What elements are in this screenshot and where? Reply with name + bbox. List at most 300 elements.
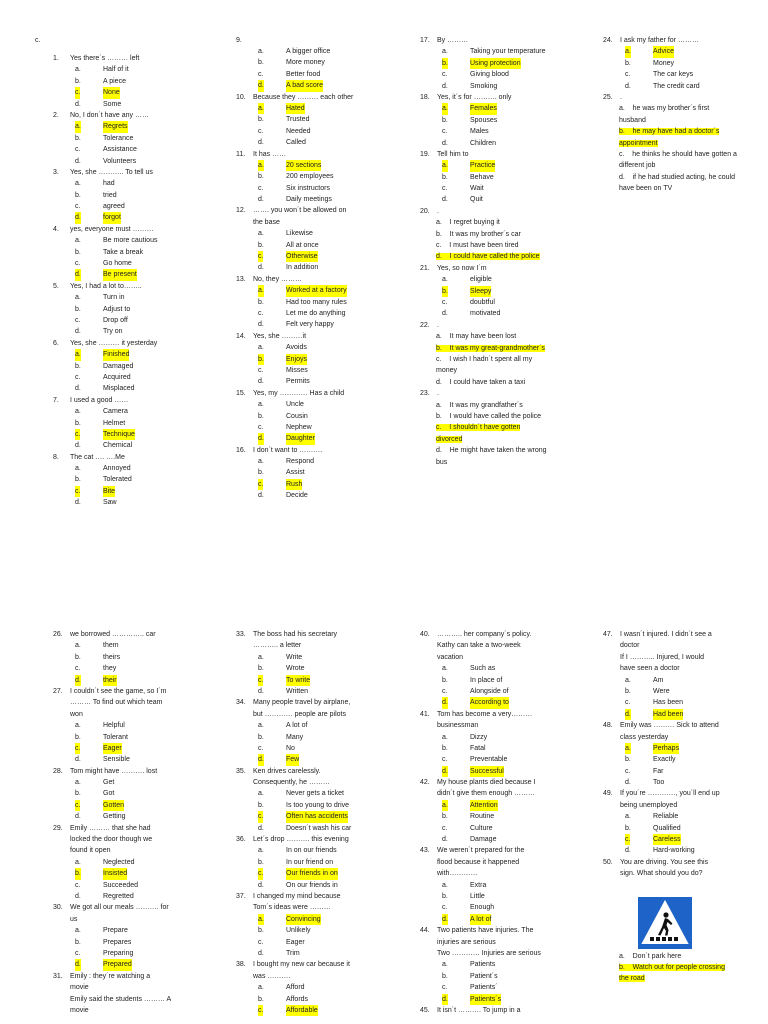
- answer-option: [236, 57, 386, 68]
- option-content: [619, 964, 725, 982]
- answer-option: [53, 315, 203, 326]
- answer-option: [236, 240, 386, 251]
- option-content: [619, 105, 709, 123]
- option-letter: c.: [75, 665, 81, 673]
- option-text: Prepared: [103, 959, 132, 970]
- question-number: 50.: [603, 858, 613, 866]
- option-letter: b.: [258, 354, 264, 365]
- answer-option: [53, 474, 203, 485]
- answer-option: [420, 902, 555, 913]
- question-text-continued: [420, 720, 555, 731]
- answer-option: [53, 891, 203, 902]
- question-28: [53, 766, 203, 823]
- answer-option: [236, 411, 386, 422]
- answer-option: [53, 497, 203, 508]
- answer-option: [436, 354, 548, 377]
- answer-option: [436, 217, 541, 228]
- answer-option: [53, 732, 203, 743]
- answer-option: [53, 788, 203, 799]
- option-letter: d.: [442, 310, 448, 318]
- question-3: [53, 167, 203, 224]
- option-text: Needed: [286, 127, 311, 135]
- option-letter: b.: [75, 77, 81, 85]
- question-1: [53, 53, 203, 110]
- answer-option-selected: [236, 160, 386, 171]
- question-stem: [420, 845, 555, 856]
- answer-option: [603, 697, 738, 708]
- question-text-continued: [420, 948, 555, 959]
- question-number: 27.: [53, 687, 63, 695]
- question-number: 28.: [53, 767, 63, 775]
- option-letter: a.: [258, 458, 264, 466]
- option-text: None: [103, 87, 120, 98]
- option-letter: d.: [258, 949, 264, 957]
- option-letter: b.: [442, 286, 448, 297]
- option-text: Wrote: [286, 665, 305, 673]
- question-text-continued: [603, 652, 738, 663]
- question-text: Let´s drop ………. this evening: [253, 836, 349, 844]
- option-letter: b.: [442, 116, 448, 124]
- answer-option: [236, 982, 386, 993]
- option-letter: c.: [436, 424, 442, 432]
- option-text: All at once: [286, 241, 319, 249]
- question-17: [420, 35, 555, 92]
- question-text-continued: [236, 777, 386, 788]
- option-text: agreed: [103, 203, 125, 211]
- question-text: Many people travel by airplane,: [253, 699, 351, 707]
- answer-option: [53, 652, 203, 663]
- option-letter: c.: [75, 743, 80, 754]
- option-letter: d.: [75, 157, 81, 165]
- option-letter: b.: [619, 964, 625, 971]
- option-text: Routine: [470, 813, 495, 821]
- question-stem: [53, 395, 203, 406]
- option-text: Bite: [103, 486, 115, 497]
- answer-option: [236, 46, 386, 57]
- option-letter: b.: [619, 128, 625, 136]
- answer-option: [236, 69, 386, 80]
- option-text: Females: [470, 103, 497, 114]
- option-text: Afford: [286, 984, 305, 992]
- answer-option: [53, 76, 203, 87]
- question-stem: [236, 205, 386, 216]
- option-text: Daily meetings: [286, 196, 332, 204]
- answer-option: [236, 399, 386, 410]
- option-text: Turn in: [103, 294, 125, 302]
- option-letter: b.: [436, 344, 442, 352]
- answer-option-selected: [420, 697, 555, 708]
- option-text: Hated: [286, 103, 305, 114]
- option-text: Annoyed: [103, 465, 131, 473]
- answer-option: [436, 377, 548, 388]
- question-38: [236, 959, 386, 1016]
- option-text: Let me do anything: [286, 309, 346, 317]
- question-text-line: found it open: [70, 847, 111, 855]
- option-text: Money: [653, 59, 675, 67]
- question-stem: [53, 110, 203, 121]
- question-text-line: If I ……….. Injured, I would: [620, 653, 705, 661]
- option-letter: c.: [75, 87, 80, 98]
- question-number: 9.: [236, 37, 242, 44]
- option-letter: b.: [75, 733, 81, 741]
- answer-option: [236, 880, 386, 891]
- question-stem: [420, 206, 555, 217]
- option-letter: b.: [75, 790, 81, 798]
- option-letter: d.: [258, 378, 264, 386]
- option-letter: a.: [619, 952, 625, 960]
- answer-option: [420, 183, 555, 194]
- question-text-continued: [603, 800, 738, 811]
- option-letter: b.: [442, 813, 448, 821]
- option-text: Is too young to drive: [286, 801, 350, 809]
- option-letter: d.: [436, 447, 442, 455]
- option-letter: a.: [258, 722, 264, 730]
- option-letter: d.: [442, 766, 448, 777]
- question-text-line: businessman: [437, 722, 479, 730]
- question-text-continued: [53, 914, 203, 925]
- question-18: [420, 92, 555, 149]
- option-letter: b.: [75, 305, 81, 313]
- option-letter: d.: [442, 139, 448, 147]
- option-letter: c.: [258, 1005, 263, 1016]
- question-stem: [53, 338, 203, 349]
- option-text: Patients: [470, 961, 496, 969]
- question-number: 17.: [420, 37, 430, 44]
- answer-option: [236, 308, 386, 319]
- option-letter: d.: [75, 499, 81, 507]
- answer-option: [53, 361, 203, 372]
- option-text: they: [103, 665, 117, 673]
- answer-option: [236, 171, 386, 182]
- question-text-continued: [53, 834, 203, 845]
- option-text: Culture: [470, 824, 493, 832]
- option-text: On our friends in: [286, 881, 338, 889]
- answer-option: [53, 857, 203, 868]
- option-text: Drop off: [103, 316, 128, 324]
- option-text: Damaged: [103, 362, 134, 370]
- option-letter: d.: [258, 433, 264, 444]
- option-letter: c.: [436, 356, 442, 364]
- answer-option: [236, 228, 386, 239]
- option-letter: b.: [258, 412, 264, 420]
- option-text: Six instructors: [286, 184, 330, 192]
- question-number: 2.: [53, 111, 59, 119]
- question-47: [603, 629, 738, 720]
- answer-option: [603, 69, 738, 80]
- question-text-continued: [420, 868, 555, 879]
- answer-option: [420, 138, 555, 149]
- option-letter: d.: [75, 100, 81, 108]
- option-text: No: [286, 744, 295, 752]
- answer-option: [236, 490, 386, 501]
- question-stem: [236, 959, 386, 970]
- question-stem: [236, 331, 386, 342]
- option-text: Be more cautious: [103, 237, 158, 245]
- option-text: Prepare: [103, 927, 128, 935]
- column-2-top: [236, 35, 386, 46]
- question-stem: [236, 629, 386, 640]
- option-letter: c.: [258, 811, 263, 822]
- answer-option-selected: [53, 743, 203, 754]
- option-letter: a.: [258, 790, 264, 798]
- option-letter: a.: [75, 408, 81, 416]
- question-stem: [420, 92, 555, 103]
- option-letter: a.: [75, 237, 81, 245]
- answer-option: [53, 925, 203, 936]
- answer-option: [53, 64, 203, 75]
- question-text-continued: [420, 652, 555, 663]
- option-text: Reliable: [653, 813, 679, 821]
- question-text: .: [620, 93, 622, 101]
- question-number: 22.: [420, 321, 430, 329]
- question-number: 36.: [236, 836, 246, 844]
- answer-option: [236, 652, 386, 663]
- question-26: [53, 629, 203, 686]
- question-text-line: the base: [253, 218, 280, 226]
- option-letter: c.: [442, 824, 448, 832]
- option-letter: b.: [436, 413, 442, 421]
- question-number: 30.: [53, 904, 63, 912]
- question-stem: [236, 445, 386, 456]
- option-text: Helmet: [103, 419, 126, 427]
- answer-option-selected: [53, 675, 203, 686]
- answer-option-selected: [420, 103, 555, 114]
- option-text: I shouldn´t have gotten divorced: [436, 424, 521, 443]
- option-letter: c.: [442, 904, 448, 912]
- option-letter: a.: [75, 66, 81, 74]
- answer-option: [619, 103, 737, 126]
- question-text-continued: [53, 982, 203, 993]
- option-text: Too: [653, 779, 665, 787]
- option-text: Damage: [470, 836, 497, 844]
- question-stem: [420, 925, 555, 936]
- option-letter: b.: [258, 241, 264, 249]
- question-text: We weren´t prepared for the: [437, 847, 525, 855]
- option-text: Hard-working: [653, 847, 695, 855]
- question-text-line: flood because it happened: [437, 858, 520, 866]
- question-stem: [53, 766, 203, 777]
- option-letter: a.: [625, 46, 631, 57]
- option-text: Preparing: [103, 949, 134, 957]
- answer-option-selected: [420, 994, 555, 1005]
- question-number: 25.: [603, 93, 613, 101]
- option-text: Nephew: [286, 423, 312, 431]
- question-text-continued: [236, 902, 386, 913]
- option-letter: a.: [442, 665, 448, 673]
- answer-option: [236, 422, 386, 433]
- question-text-continued: [236, 971, 386, 982]
- question-number: 34.: [236, 699, 246, 707]
- option-content: [619, 151, 737, 169]
- option-letter: c.: [75, 260, 81, 268]
- option-letter: a.: [258, 984, 264, 992]
- option-letter: a.: [75, 722, 81, 730]
- option-letter: d.: [258, 687, 264, 695]
- question-number: 41.: [420, 710, 430, 718]
- question-stem: [53, 167, 203, 178]
- question-text: If you´re …………, you´ll end up: [620, 790, 720, 798]
- answer-option-selected: [53, 269, 203, 280]
- option-text: Few: [286, 754, 299, 765]
- answer-option: [236, 183, 386, 194]
- option-text: Likewise: [286, 230, 313, 238]
- question-9: [236, 46, 386, 92]
- option-text: Try on: [103, 328, 123, 336]
- option-text: Some: [103, 100, 122, 108]
- option-text: Behave: [470, 173, 494, 181]
- question-stem: [420, 320, 555, 331]
- option-text: I could have taken a taxi: [449, 378, 526, 386]
- answer-option-selected: [236, 479, 386, 490]
- option-letter: b.: [75, 868, 81, 879]
- question-number: 4.: [53, 225, 59, 233]
- option-letter: d.: [258, 321, 264, 329]
- answer-option: [420, 743, 555, 754]
- option-letter: d.: [258, 881, 264, 889]
- option-letter: d.: [75, 212, 81, 223]
- option-letter: b.: [258, 116, 264, 124]
- option-content: [436, 242, 519, 249]
- option-letter: b.: [258, 733, 264, 741]
- answer-option-selected: [603, 834, 738, 845]
- question-text-line: Two ………… Injuries are serious: [437, 949, 541, 957]
- question-number: 21.: [420, 264, 430, 272]
- question-34: [236, 697, 386, 765]
- option-letter: a.: [619, 105, 625, 113]
- option-text: Adjust to: [103, 305, 131, 313]
- option-letter: c.: [625, 71, 631, 79]
- answer-option-selected: [53, 959, 203, 970]
- question-number: 48.: [603, 722, 613, 730]
- option-letter: a.: [625, 676, 631, 684]
- answer-option-selected: [53, 87, 203, 98]
- option-letter: d.: [442, 914, 448, 925]
- option-letter: a.: [75, 927, 81, 935]
- question-text: Yes, I had a lot to……..: [70, 282, 142, 290]
- question-31: [53, 971, 203, 1017]
- option-text: In on our friends: [286, 847, 337, 855]
- option-text: had: [103, 180, 115, 188]
- question-29: [53, 823, 203, 903]
- answer-option: [420, 971, 555, 982]
- question-2: [53, 110, 203, 167]
- answer-option: [236, 857, 386, 868]
- option-text: motivated: [470, 310, 501, 318]
- question-number: 12.: [236, 207, 246, 215]
- option-content: [436, 345, 545, 352]
- question-stem: [53, 823, 203, 834]
- option-text: In our friend on: [286, 858, 334, 866]
- question-text-line: movie: [70, 1006, 89, 1014]
- option-text: Go home: [103, 260, 132, 268]
- question-number: 23.: [420, 390, 430, 398]
- question-11: [236, 149, 386, 206]
- pedestrian-crossing-sign-icon: [638, 897, 692, 949]
- answer-option: [420, 732, 555, 743]
- option-letter: a.: [436, 219, 442, 227]
- option-text: Patients´: [470, 984, 498, 992]
- answer-option: [603, 754, 738, 765]
- option-letter: a.: [75, 642, 81, 650]
- column-2: [236, 46, 386, 502]
- question-stem: [236, 388, 386, 399]
- option-text: he thinks he should have gotten a different job: [619, 150, 737, 170]
- question-text: The cat …. ….Me: [70, 453, 125, 461]
- answer-option-selected: [236, 675, 386, 686]
- option-text: Saw: [103, 499, 117, 507]
- answer-option-selected: [436, 343, 548, 354]
- question-24: [603, 35, 738, 92]
- option-text: Males: [470, 128, 489, 136]
- question-stem: [420, 777, 555, 788]
- question-text: Tell him to: [437, 150, 469, 158]
- option-letter: a.: [436, 401, 442, 409]
- question-41: [420, 709, 555, 777]
- option-content: [436, 219, 500, 226]
- answer-option-selected: [53, 868, 203, 879]
- option-letter: a.: [436, 333, 442, 341]
- question-text: Tom has become a very………: [437, 710, 533, 718]
- question-number: 38.: [236, 961, 246, 969]
- option-text: Permits: [286, 378, 310, 386]
- option-text: Many: [286, 733, 304, 741]
- question-stem: [53, 224, 203, 235]
- question-text: we borrowed ………….. car: [70, 631, 156, 638]
- option-text: he was my brother´s first husband: [619, 105, 710, 124]
- answer-option: [53, 418, 203, 429]
- option-text: Often has accidents: [286, 811, 348, 822]
- question-text: ……. you won´t be allowed on: [253, 207, 347, 215]
- option-text: Affords: [286, 995, 309, 1003]
- question-20: [420, 206, 555, 263]
- option-letter: c.: [75, 316, 81, 324]
- answer-option: [436, 240, 541, 251]
- question-text: Emily ……… that she had: [70, 824, 151, 832]
- question-number: 24.: [603, 37, 613, 44]
- option-letter: c.: [442, 185, 448, 193]
- option-letter: a.: [258, 653, 264, 661]
- question-text: It isn´t ………. To jump in a: [437, 1006, 521, 1014]
- answer-option-selected: [619, 126, 737, 149]
- question-stem: [53, 452, 203, 463]
- question-27: [53, 686, 203, 766]
- question-19: [420, 149, 555, 206]
- option-text: Successful: [470, 766, 504, 777]
- option-letter: d.: [619, 173, 625, 181]
- option-text: Eager: [103, 743, 122, 754]
- option-text: A piece: [103, 77, 126, 85]
- question-stem: [603, 35, 738, 46]
- option-text: Uncle: [286, 401, 304, 409]
- question-22: [420, 320, 555, 388]
- question-number: 49.: [603, 790, 613, 798]
- answer-option: [53, 304, 203, 315]
- question-number: 7.: [53, 396, 59, 404]
- question-45: [420, 1005, 555, 1016]
- question-text-continued: [603, 732, 738, 743]
- question-number: 33.: [236, 631, 246, 638]
- option-text: Taking your temperature: [470, 48, 546, 56]
- question-text: No, they ………: [253, 275, 303, 283]
- question-number: 13.: [236, 275, 246, 283]
- option-content: [436, 447, 547, 465]
- option-letter: a.: [258, 160, 264, 171]
- column-1: [53, 53, 203, 509]
- option-text: Wait: [470, 185, 484, 193]
- option-letter: a.: [442, 103, 448, 114]
- answer-option: [236, 467, 386, 478]
- option-text: I regret buying it: [449, 219, 500, 227]
